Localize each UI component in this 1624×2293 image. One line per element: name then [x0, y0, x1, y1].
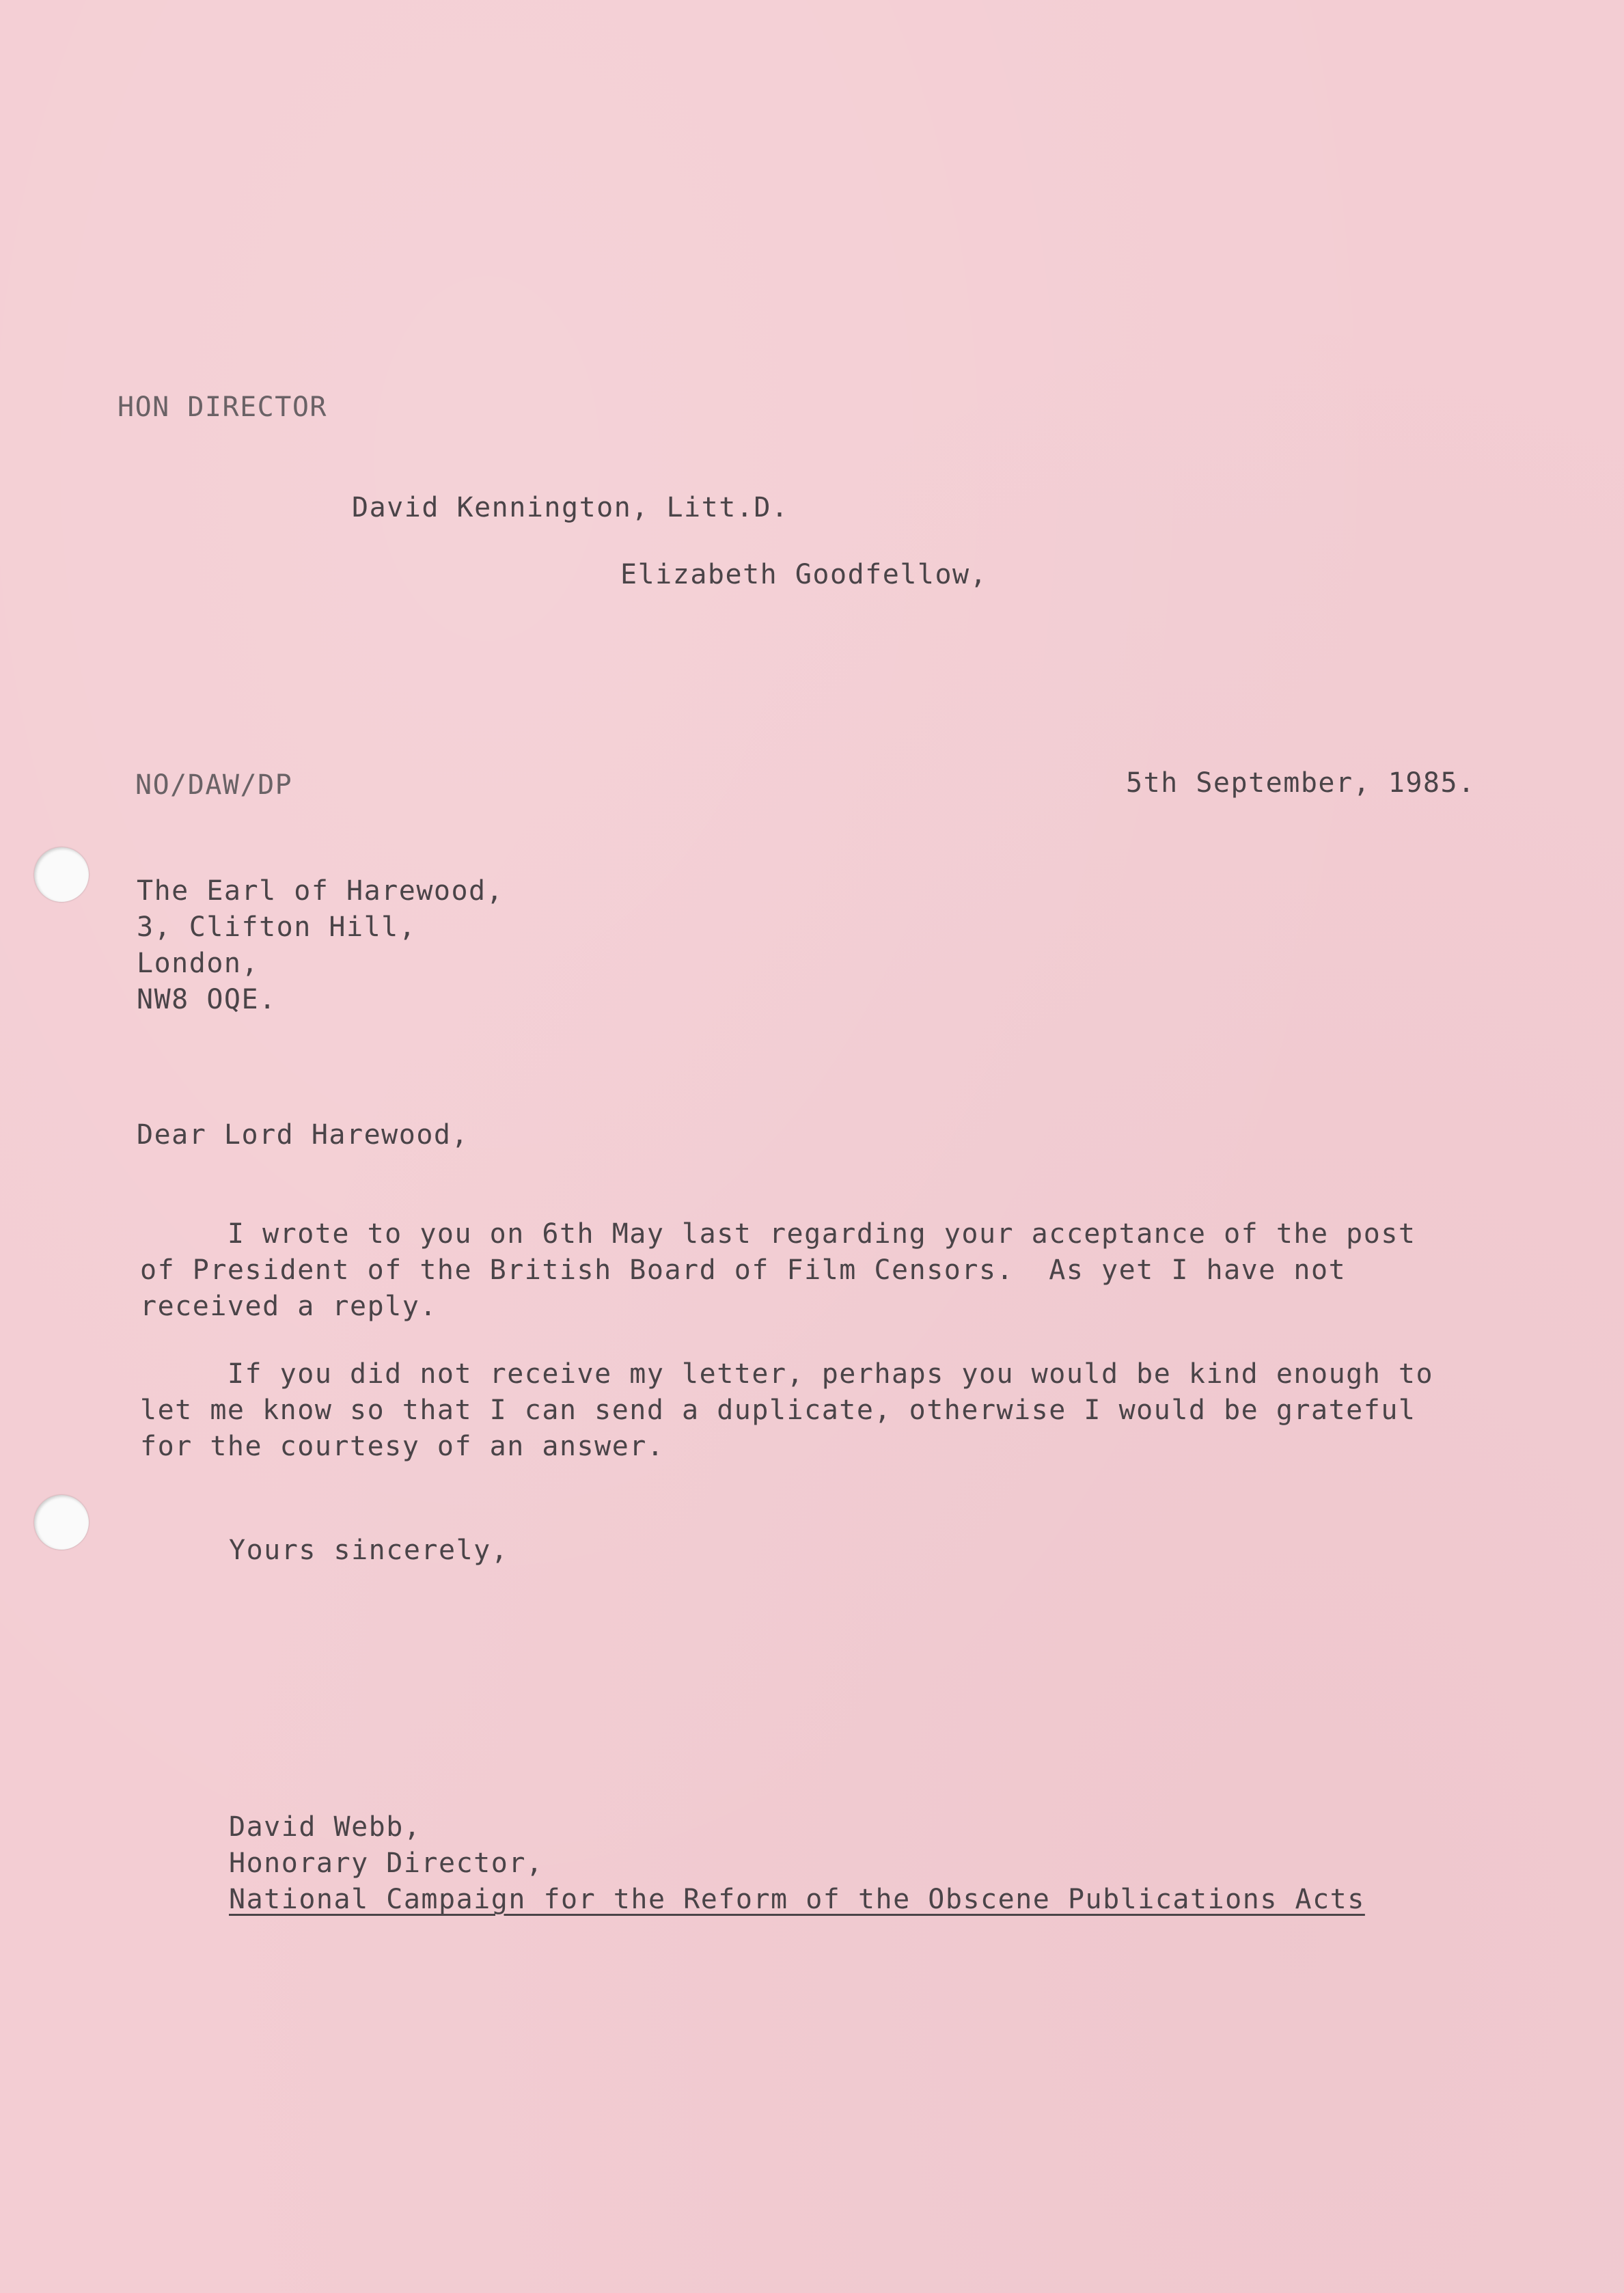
address-line: London,: [137, 948, 260, 979]
body-line: for the courtesy of an answer.: [140, 1431, 665, 1462]
body-line: let me know so that I can send a duplicate, otherwise I would be grateful: [140, 1395, 1416, 1426]
signatory-name: David Webb,: [229, 1811, 422, 1843]
second-name: Elizabeth Goodfellow,: [620, 559, 988, 590]
hon-director-label: HON DIRECTOR: [118, 392, 327, 423]
body-line: I wrote to you on 6th May last regarding your acceptance of the post: [140, 1218, 1416, 1250]
address-line: 3, Clifton Hill,: [137, 911, 417, 943]
signatory-title: Honorary Director,: [229, 1848, 544, 1879]
punch-hole-bottom: [34, 1495, 89, 1550]
address-line: The Earl of Harewood,: [137, 875, 504, 907]
body-line: If you did not receive my letter, perhaps you would be kind enough to: [140, 1358, 1434, 1390]
letter-date: 5th September, 1985.: [1126, 767, 1476, 799]
reference-code: NO/DAW/DP: [135, 769, 293, 801]
address-line: NW8 OQE.: [137, 984, 277, 1015]
closing: Yours sincerely,: [229, 1535, 509, 1566]
punch-hole-top: [34, 847, 89, 902]
body-line: received a reply.: [140, 1291, 437, 1322]
organisation-name: National Campaign for the Reform of the Obscene Publications Acts: [229, 1884, 1365, 1915]
salutation: Dear Lord Harewood,: [137, 1119, 469, 1151]
director-name: David Kennington, Litt.D.: [352, 492, 789, 523]
body-line: of President of the British Board of Film Censors. As yet I have not: [140, 1254, 1347, 1286]
